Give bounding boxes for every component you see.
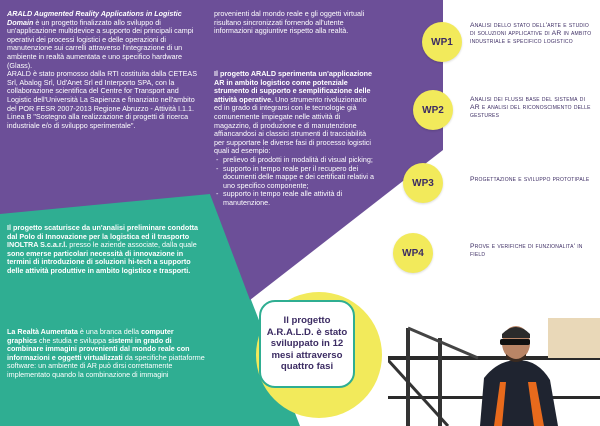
ar-def-3: che studia e sviluppa <box>36 335 109 345</box>
wp2-badge: WP2 <box>413 90 453 130</box>
ar-def-4: sistemi in grado di combinare immagini provenienti dal mondo reale con informazioni e oggetti virtualizzati <box>7 335 190 362</box>
process-list <box>214 156 376 208</box>
intro-body-1: è un progetto finalizzato allo sviluppo di un'applicazione multidevice a supporto dei principali campi operativi dei processi logistici e delle operazioni di manutenzione sui carrelli attraverso l'integrazione di un ambiente in realtà aumentata e uno specifico hardware (Glass). <box>7 17 194 70</box>
experiment-bold: Il progetto ARALD sperimenta un'applicazione AR in ambito logistico come potenziale strumento di supporto e semplificazione delle attività operative. <box>214 69 372 104</box>
ar-def-5: da specifiche piattaforme software: un ambiente di AR può dirsi correttamente implementato quando la combinazione di immagini <box>7 352 205 379</box>
wp1-badge: WP1 <box>422 22 462 62</box>
experiment-body: Uno strumento rivoluzionario ed in grado di integrarsi con le tecnologie già comunemente impiegate nelle attività di magazzino, di produzione e di manutenzione affiancandosi ai classici strumenti di tracciabilità per supportare le diverse fasi di processo logistici quali ad esempio: <box>214 94 372 156</box>
arald-experiment-text <box>214 70 376 208</box>
list-item: - prelievo di prodotti in modalità di visual picking; <box>214 156 376 165</box>
worker-photo <box>388 298 600 426</box>
wp3-badge: WP3 <box>403 163 443 203</box>
list-item: - supporto in tempo reale per il recupero dei documenti delle mappe e dei certificati relativi a uno specifico componente; <box>214 165 376 191</box>
analysis-text <box>7 224 205 276</box>
ar-definition-text <box>7 328 205 380</box>
wp3-description: Progettazione e sviluppo prototipale <box>470 176 590 183</box>
wp4-description: Prove e verifiche di funzionalita' in field <box>470 243 583 259</box>
wp2-description: Analisi dei flussi base del sistema di AR e analisi del riconoscimento delle gestures <box>470 96 591 120</box>
ar-term: La Realtà Aumentata <box>7 327 78 336</box>
list-item: - supporto in tempo reale alle attività di manutenzione. <box>214 190 376 207</box>
ar-continuation-text: provenienti dal mondo reale e gli oggetti virtuali risultano sincronizzati fornendo all'utente informazioni aggiuntive rispetto alla realtà. <box>214 9 365 36</box>
wp1-description: Analisi dello stato dell'arte e studio di soluzioni applicative di AR in ambito industriale e specifico logistico <box>470 22 592 46</box>
intro-text <box>7 10 202 130</box>
ar-def-1: è una branca della <box>77 327 141 336</box>
duration-callout-text: Il progetto A.R.A.L.D. è stato sviluppato in 12 mesi attraverso quattro fasi <box>266 315 348 373</box>
wp4-badge: WP4 <box>393 233 433 273</box>
ar-def-2: computer graphics <box>7 327 174 345</box>
intro-paragraph-1 <box>7 10 202 70</box>
project-name: ARALD Augmented Reality Applications in Logistic Domain <box>7 9 182 27</box>
analysis-bold-2: sono emerse particolari necessità di innovazione in termini di introduzione di soluzioni hi-tech a supporto delle attività produttive in ambito logistico e trasporti. <box>7 248 191 275</box>
analysis-normal-1: presso le aziende associate, dalla quale <box>67 240 197 250</box>
intro-paragraph-2: ARALD è stato promosso dalla RTI costituita dalla CETEAS Srl, Abalog Srl, Ud'Anet Srl ed Interporto SPA, con la collaborazione scientifica del Centre for Transport and Logistic dell'Università La Sapienza e finanziato nell'ambito del POR FESR 2007-2013 Regione Abruzzo - Attività I.1.1. Linea B "Sostegno alla realizzazione di progetti di ricerca industriale e/o di sviluppo sperimentale". <box>7 69 198 130</box>
analysis-bold-1: Il progetto scaturisce da un'analisi preliminare condotta dal Polo di Innovazione per la logistica ed il trasporto INOLTRA S.c.a.r.l. <box>7 223 199 250</box>
duration-callout <box>259 300 355 388</box>
